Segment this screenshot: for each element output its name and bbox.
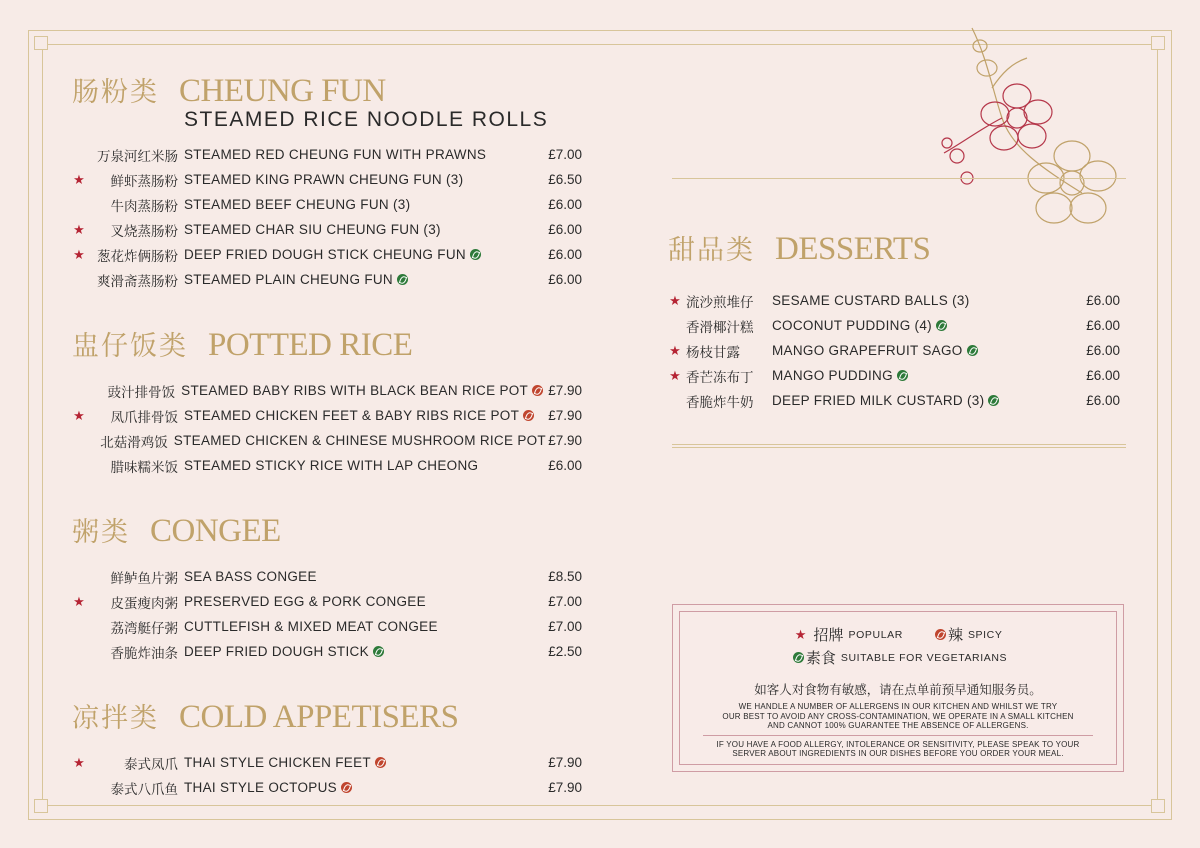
allergy-line: IF YOU HAVE A FOOD ALLERGY, INTOLERANCE OR SENSITIVITY, PLEASE SPEAK TO YOUR	[716, 739, 1080, 749]
item-name-zh: 香脆炸油条	[110, 645, 178, 661]
chili-icon	[523, 410, 534, 421]
item-name-zh: 香滑椰汁糕	[686, 319, 754, 335]
allergy-notice-zh: 如客人对食物有敏感，请在点单前预早通知服务员。	[754, 682, 1042, 697]
allergy-line: SERVER ABOUT INGREDIENTS IN OUR DISHES BEFORE YOU ORDER YOUR MEAL.	[732, 749, 1064, 759]
item-name-zh: 腊味糯米饭	[110, 459, 178, 475]
legend-spicy-en: SPICY	[967, 628, 1003, 641]
item-name-en	[184, 619, 542, 634]
leaf-icon	[936, 320, 947, 331]
menu-item	[72, 639, 582, 664]
legend-row	[680, 624, 1116, 645]
chili-icon	[532, 385, 543, 396]
divider	[672, 444, 1126, 445]
item-name-en-text: THAI STYLE CHICKEN FEET	[184, 755, 371, 770]
item-price: £7.00	[548, 594, 582, 609]
menu-item	[72, 192, 582, 217]
item-name-zh: 万泉河红米肠	[97, 148, 178, 164]
corner-ornament	[34, 36, 48, 50]
item-price: £2.50	[548, 644, 582, 659]
item-price: £6.00	[1086, 318, 1120, 333]
item-name-en-text: DEEP FRIED DOUGH STICK	[184, 644, 369, 659]
item-list	[72, 564, 582, 664]
item-name-en	[762, 343, 1080, 358]
star-icon: ★	[73, 171, 85, 187]
item-name-en-text: DEEP FRIED MILK CUSTARD (3)	[772, 393, 985, 408]
item-name-en-text: MANGO PUDDING	[772, 368, 893, 383]
leaf-icon	[967, 345, 978, 356]
item-name-zh: 北菇滑鸡饭	[100, 434, 168, 450]
corner-ornament	[1151, 36, 1165, 50]
item-price: £6.00	[548, 458, 582, 473]
section-title-zh: 肠粉类	[72, 77, 159, 108]
section-title-en: CONGEE	[150, 513, 281, 549]
allergy-line: AND CANNOT 100% GUARANTEE THE ABSENCE OF ALLERGENS.	[767, 721, 1029, 731]
item-name-zh: 鲜鲈鱼片粥	[110, 570, 178, 586]
item-name-en-text: STEAMED BEEF CHEUNG FUN (3)	[184, 197, 411, 212]
star-icon: ★	[73, 221, 85, 237]
item-name-en-text: STEAMED CHICKEN & CHINESE MUSHROOM RICE POT	[173, 433, 546, 448]
item-name-zh: 凤爪排骨饭	[110, 409, 178, 425]
leaf-icon	[897, 370, 908, 381]
menu-section	[72, 70, 582, 292]
item-name-zh: 香脆炸牛奶	[686, 394, 754, 410]
item-name-zh: 皮蛋瘦肉粥	[110, 595, 178, 611]
section-heading	[72, 324, 582, 364]
section-title-zh: 甜品类	[668, 235, 755, 266]
item-price: £6.00	[1086, 368, 1120, 383]
chili-icon	[935, 629, 946, 640]
item-name-zh: 豉汁排骨饭	[107, 384, 176, 400]
item-name-en-text: STEAMED STICKY RICE WITH LAP CHEONG	[184, 458, 479, 473]
item-price: £6.00	[548, 272, 582, 287]
item-name-en-text: MANGO GRAPEFRUIT SAGO	[772, 343, 963, 358]
item-price: £6.00	[548, 197, 582, 212]
star-icon: ★	[794, 626, 807, 642]
divider	[672, 178, 1126, 179]
item-name-en-text: STEAMED KING PRAWN CHEUNG FUN (3)	[184, 172, 464, 187]
legend-veg-zh: 素食	[805, 650, 836, 667]
item-price: £6.00	[1086, 293, 1120, 308]
item-price: £8.50	[548, 569, 582, 584]
dessert-list	[668, 288, 1120, 413]
item-price: £7.90	[548, 780, 582, 795]
menu-item	[72, 378, 582, 403]
chili-icon	[375, 757, 386, 768]
menu-item	[72, 564, 582, 589]
item-name-en-text: STEAMED RED CHEUNG FUN WITH PRAWNS	[184, 147, 487, 162]
item-name-en-text: STEAMED BABY RIBS WITH BLACK BEAN RICE POT	[181, 383, 529, 398]
item-name-en-text: CUTTLEFISH & MIXED MEAT CONGEE	[184, 619, 438, 634]
item-price: £6.00	[548, 222, 582, 237]
legend-spicy-zh: 辣	[947, 627, 963, 644]
left-column	[72, 70, 582, 800]
item-price: £7.00	[548, 147, 582, 162]
item-name-zh: 鲜虾蒸肠粉	[110, 173, 178, 189]
item-name-zh: 泰式八爪鱼	[110, 781, 178, 797]
section-heading	[72, 510, 582, 550]
item-name-zh: 葱花炸俩肠粉	[97, 248, 178, 264]
menu-item	[668, 338, 1120, 363]
menu-section	[72, 696, 582, 800]
section-subtitle: STEAMED RICE NOODLE ROLLS	[184, 108, 549, 131]
item-name-en-text: PRESERVED EGG & PORK CONGEE	[184, 594, 426, 609]
allergy-divider	[703, 735, 1093, 736]
item-name-zh: 叉烧蒸肠粉	[110, 223, 178, 239]
section-title-en: CHEUNG FUN	[179, 73, 386, 109]
menu-item	[668, 288, 1120, 313]
menu-item	[72, 167, 582, 192]
allergy-line: WE HANDLE A NUMBER OF ALLERGENS IN OUR KITCHEN AND WHILST WE TRY	[738, 702, 1058, 711]
menu-item	[72, 428, 582, 453]
allergy-line: OUR BEST TO AVOID ANY CROSS-CONTAMINATION, WE OPERATE IN A SMALL KITCHEN	[722, 711, 1074, 721]
legend-popular-zh: 招牌	[813, 627, 844, 644]
item-name-en	[184, 408, 542, 423]
star-icon: ★	[73, 593, 85, 609]
section-heading	[72, 70, 582, 110]
leaf-icon	[470, 249, 481, 260]
item-name-zh: 荔湾艇仔粥	[110, 620, 178, 636]
allergy-advice-en	[680, 740, 1116, 759]
item-name-en	[762, 293, 1080, 308]
menu-item	[72, 267, 582, 292]
blossom-illustration	[932, 18, 1132, 228]
menu-section	[72, 510, 582, 664]
menu-item	[72, 403, 582, 428]
corner-ornament	[34, 799, 48, 813]
item-name-en	[174, 433, 546, 448]
item-name-en	[181, 383, 543, 398]
menu-item	[668, 388, 1120, 413]
item-name-en-text: SEA BASS CONGEE	[184, 569, 317, 584]
item-name-zh: 流沙煎堆仔	[686, 294, 754, 310]
section-title-zh: 盅仔饭类	[72, 331, 188, 362]
item-name-en	[184, 644, 542, 659]
menu-item	[72, 217, 582, 242]
menu-item	[72, 614, 582, 639]
menu-item	[72, 453, 582, 478]
section-heading	[72, 696, 582, 736]
item-name-en-text: STEAMED PLAIN CHEUNG FUN	[184, 272, 393, 287]
item-name-en	[184, 780, 542, 795]
item-name-en	[184, 272, 542, 287]
item-name-en-text: STEAMED CHICKEN FEET & BABY RIBS RICE POT	[184, 408, 520, 423]
star-icon: ★	[669, 342, 681, 358]
menu-item	[72, 589, 582, 614]
item-name-en	[184, 222, 542, 237]
star-icon: ★	[669, 367, 681, 383]
section-title-en: COLD APPETISERS	[179, 699, 459, 735]
item-name-en	[184, 147, 542, 162]
item-name-en-text: SESAME CUSTARD BALLS (3)	[772, 293, 970, 308]
item-name-en-text: COCONUT PUDDING (4)	[772, 318, 932, 333]
right-column	[668, 228, 1120, 413]
star-icon: ★	[73, 246, 85, 262]
item-name-en	[184, 755, 542, 770]
legend-popular-en: POPULAR	[848, 628, 903, 641]
item-name-en	[184, 594, 542, 609]
item-list	[72, 750, 582, 800]
item-name-en-text: DEEP FRIED DOUGH STICK CHEUNG FUN	[184, 247, 466, 262]
item-price: £6.00	[548, 247, 582, 262]
menu-item	[668, 313, 1120, 338]
menu-item	[72, 750, 582, 775]
corner-ornament	[1151, 799, 1165, 813]
star-icon: ★	[73, 407, 85, 423]
item-list	[72, 142, 582, 292]
item-price: £7.90	[548, 433, 582, 448]
divider	[672, 447, 1126, 448]
item-name-zh: 杨枝甘露	[686, 344, 740, 360]
legend-row	[680, 647, 1116, 668]
item-name-en-text: THAI STYLE OCTOPUS	[184, 780, 337, 795]
star-icon: ★	[669, 292, 681, 308]
item-name-en	[184, 172, 542, 187]
legend-veg-en: SUITABLE FOR VEGETARIANS	[840, 651, 1008, 664]
menu-item	[72, 242, 582, 267]
item-name-zh: 牛肉蒸肠粉	[110, 198, 178, 214]
menu-item	[72, 142, 582, 167]
chili-icon	[341, 782, 352, 793]
allergy-notice-en	[680, 702, 1116, 731]
section-title-zh: 粥类	[72, 517, 130, 548]
item-name-en	[184, 458, 542, 473]
item-name-en	[762, 368, 1080, 383]
legend-box	[672, 604, 1124, 772]
leaf-icon	[373, 646, 384, 657]
menu-section	[72, 324, 582, 478]
item-name-zh: 爽滑斋蒸肠粉	[97, 273, 178, 289]
item-price: £7.90	[548, 408, 582, 423]
section-title-en: DESSERTS	[775, 231, 931, 267]
legend-inner-frame	[679, 611, 1117, 765]
leaf-icon	[397, 274, 408, 285]
item-name-en	[184, 569, 542, 584]
item-price: £7.90	[548, 383, 582, 398]
section-title-zh: 凉拌类	[72, 703, 159, 734]
menu-item	[668, 363, 1120, 388]
item-price: £7.90	[548, 755, 582, 770]
section-title-en: POTTED RICE	[208, 327, 413, 363]
item-name-en	[762, 318, 1080, 333]
star-icon: ★	[73, 754, 85, 770]
item-price: £7.00	[548, 619, 582, 634]
item-name-en-text: STEAMED CHAR SIU CHEUNG FUN (3)	[184, 222, 441, 237]
item-price: £6.00	[1086, 393, 1120, 408]
item-name-zh: 香芒冻布丁	[686, 369, 754, 385]
item-name-en	[762, 393, 1080, 408]
leaf-icon	[988, 395, 999, 406]
item-price: £6.50	[548, 172, 582, 187]
item-price: £6.00	[1086, 343, 1120, 358]
leaf-icon	[793, 652, 804, 663]
item-name-en	[184, 247, 542, 262]
item-list	[72, 378, 582, 478]
item-name-zh: 泰式凤爪	[124, 756, 178, 772]
item-name-en	[184, 197, 542, 212]
menu-item	[72, 775, 582, 800]
